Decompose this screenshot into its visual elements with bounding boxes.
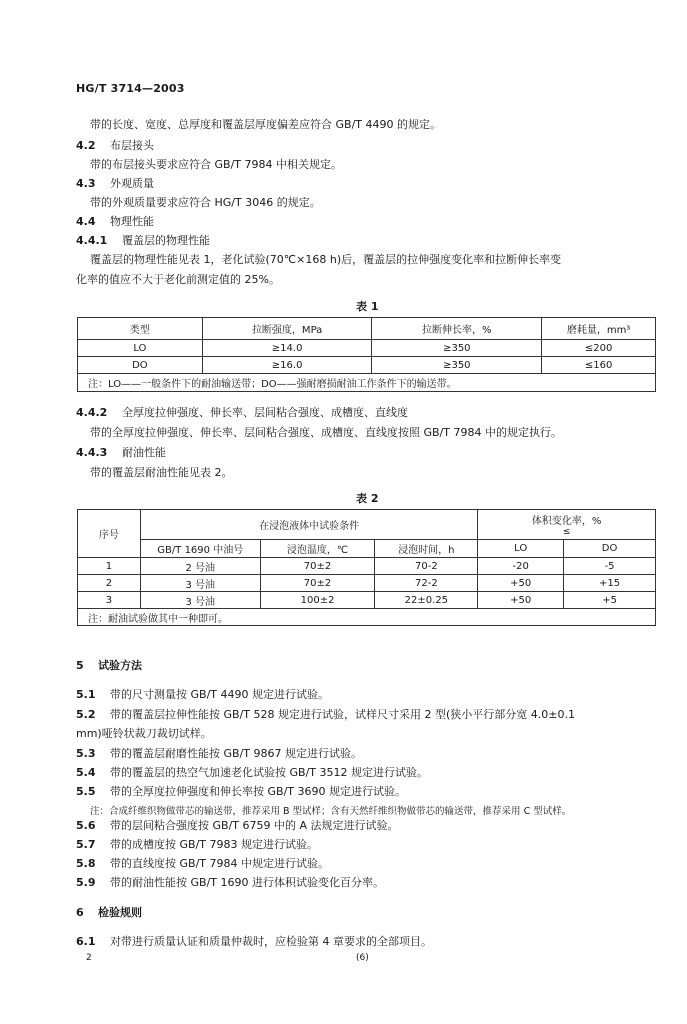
section-5-7-number: 5.7 (76, 838, 96, 851)
section-5-3-text: 带的覆盖层耐磨性能按 GB/T 9867 规定进行试验。 (110, 747, 362, 760)
table-cell: +5 (564, 592, 656, 609)
table1-header-type: 类型 (78, 318, 203, 340)
table-cell: -5 (564, 558, 656, 575)
table-cell: -20 (478, 558, 564, 575)
table2-header-volume-sub: ≤ (562, 527, 571, 537)
table-cell: DO (78, 357, 203, 374)
table-cell: 3 号油 (140, 575, 260, 592)
table-cell: 3 (78, 592, 141, 609)
section-4-4-3-title: 耐油性能 (122, 446, 166, 459)
table1-note: 注：LO——一般条件下的耐油输送带；DO——强耐磨损耐油工作条件下的输送带。 (78, 374, 656, 392)
page-number: 2 (86, 953, 92, 963)
table1-header-abrasion: 磨耗量，mm³ (542, 318, 656, 340)
section-4-4-number: 4.4 (76, 215, 96, 228)
section-5-9-number: 5.9 (76, 876, 96, 889)
section-4-4-1-title: 覆盖层的物理性能 (122, 234, 210, 247)
table-cell: ≤200 (542, 340, 656, 357)
table2-subheader-oil: GB/T 1690 中油号 (140, 540, 260, 558)
section-5-number: 5 (76, 659, 84, 672)
section-6-1-text: 对带进行质量认证和质量仲裁时，应检验第 4 章要求的全部项目。 (110, 935, 432, 948)
section-4-2-text: 带的布层接头要求应符合 GB/T 7984 中相关规定。 (90, 158, 342, 171)
section-4-4-3-number: 4.4.3 (76, 446, 108, 459)
section-6-1-number: 6.1 (76, 935, 96, 948)
section-5-2-text-cont: mm)哑铃状裁刀裁切试样。 (76, 727, 212, 740)
section-6-title: 检验规则 (98, 906, 142, 919)
table-cell: 100±2 (260, 592, 375, 609)
table2-subheader-time: 浸泡时间，h (375, 540, 478, 558)
table1-caption: 表 1 (356, 300, 379, 313)
table-cell: +50 (478, 592, 564, 609)
table-row (78, 558, 656, 575)
section-4-2-title: 布层接头 (110, 139, 154, 152)
table-row (78, 575, 656, 592)
table-cell: LO (78, 340, 203, 357)
table-cell: ≤160 (542, 357, 656, 374)
table2-header-seq: 序号 (78, 510, 141, 558)
table2-subheader-lo: LO (478, 540, 564, 558)
table-cell: 1 (78, 558, 141, 575)
table-cell: ≥350 (372, 340, 542, 357)
section-5-4-number: 5.4 (76, 766, 96, 779)
section-4-4-3-text: 带的覆盖层耐油性能见表 2。 (90, 466, 233, 479)
table-cell: ≥16.0 (202, 357, 372, 374)
section-6-number: 6 (76, 906, 84, 919)
section-4-4-2-title: 全厚度拉伸强度、伸长率、层间粘合强度、成槽度、直线度 (122, 406, 408, 419)
table1-header-row (78, 318, 656, 340)
table-cell: ≥14.0 (202, 340, 372, 357)
section-4-4-1-number: 4.4.1 (76, 234, 108, 247)
table-cell: 3 号油 (140, 592, 260, 609)
table2-note: 注：耐油试验做其中一种即可。 (78, 609, 656, 626)
table2-note-row (78, 609, 656, 626)
table-1 (77, 317, 656, 392)
paragraph-intro: 带的长度、宽度、总厚度和覆盖层厚度偏差应符合 GB/T 4490 的规定。 (90, 118, 441, 131)
section-5-5-text: 带的全厚度拉伸强度和伸长率按 GB/T 3690 规定进行试验。 (110, 785, 406, 798)
table2-header-row (78, 510, 656, 540)
table-row (78, 592, 656, 609)
section-4-4-2-number: 4.4.2 (76, 406, 108, 419)
table-cell: +15 (564, 575, 656, 592)
table2-header-volume-label: 体积变化率，% (531, 516, 602, 527)
table2-header-conditions: 在浸泡液体中试验条件 (140, 510, 477, 540)
table-cell: 2 (78, 575, 141, 592)
section-5-5-number: 5.5 (76, 785, 96, 798)
section-4-3-title: 外观质量 (110, 177, 154, 190)
section-5-2-number: 5.2 (76, 708, 96, 721)
table-cell: 22±0.25 (375, 592, 478, 609)
section-5-8-number: 5.8 (76, 857, 96, 870)
table-cell: 70-2 (375, 558, 478, 575)
table-cell: ≥350 (372, 357, 542, 374)
table-2 (77, 509, 656, 626)
table1-header-tensile: 拉断强度，MPa (202, 318, 372, 340)
table2-caption: 表 2 (356, 492, 379, 505)
table-cell: +50 (478, 575, 564, 592)
section-4-2-number: 4.2 (76, 139, 96, 152)
table2-subheader-temp: 浸泡温度，℃ (260, 540, 375, 558)
section-5-title: 试验方法 (98, 659, 142, 672)
table2-subheader-do: DO (564, 540, 656, 558)
section-5-6-number: 5.6 (76, 819, 96, 832)
table-row (78, 340, 656, 357)
section-5-2-text: 带的覆盖层拉伸性能按 GB/T 528 规定进行试验，试样尺寸采用 2 型(狭小平行部分宽 4.0±0.1 (110, 708, 575, 721)
section-5-3-number: 5.3 (76, 747, 96, 760)
table-cell: 2 号油 (140, 558, 260, 575)
table-cell: 72-2 (375, 575, 478, 592)
section-5-8-text: 带的直线度按 GB/T 7984 中规定进行试验。 (110, 857, 329, 870)
section-5-6-text: 带的层间粘合强度按 GB/T 6759 中的 A 法规定进行试验。 (110, 819, 399, 832)
table-row (78, 357, 656, 374)
section-5-1-text: 带的尺寸测量按 GB/T 4490 规定进行试验。 (110, 688, 329, 701)
section-4-3-text: 带的外观质量要求应符合 HG/T 3046 的规定。 (90, 196, 321, 209)
footer-center-mark: (6) (356, 953, 369, 963)
section-5-1-number: 5.1 (76, 688, 96, 701)
table1-header-elongation: 拉断伸长率，% (372, 318, 542, 340)
table2-header-volume (478, 510, 656, 540)
table1-note-row (78, 374, 656, 392)
section-4-3-number: 4.3 (76, 177, 96, 190)
table-cell: 70±2 (260, 558, 375, 575)
standard-number: HG/T 3714—2003 (76, 82, 185, 95)
section-4-4-title: 物理性能 (110, 215, 154, 228)
section-4-4-2-text: 带的全厚度拉伸强度、伸长率、层间粘合强度、成槽度、直线度按照 GB/T 7984 中的规定执行。 (90, 426, 562, 439)
section-5-5-note: 注：合成纤维织物做带芯的输送带，推荐采用 B 型试样；含有天然纤维织物做带芯的输送带，推荐采用 C 型试样。 (90, 806, 572, 817)
section-5-4-text: 带的覆盖层的热空气加速老化试验按 GB/T 3512 规定进行试验。 (110, 766, 428, 779)
table-cell: 70±2 (260, 575, 375, 592)
section-5-7-text: 带的成槽度按 GB/T 7983 规定进行试验。 (110, 838, 318, 851)
section-5-9-text: 带的耐油性能按 GB/T 1690 进行体积试验变化百分率。 (110, 876, 384, 889)
table2-subheader-row (78, 540, 656, 558)
section-4-4-1-text-line1: 覆盖层的物理性能见表 1，老化试验(70℃×168 h)后，覆盖层的拉伸强度变化率和拉断伸长率变 (90, 253, 562, 266)
section-4-4-1-text-line2: 化率的值应不大于老化前测定值的 25%。 (76, 273, 280, 286)
